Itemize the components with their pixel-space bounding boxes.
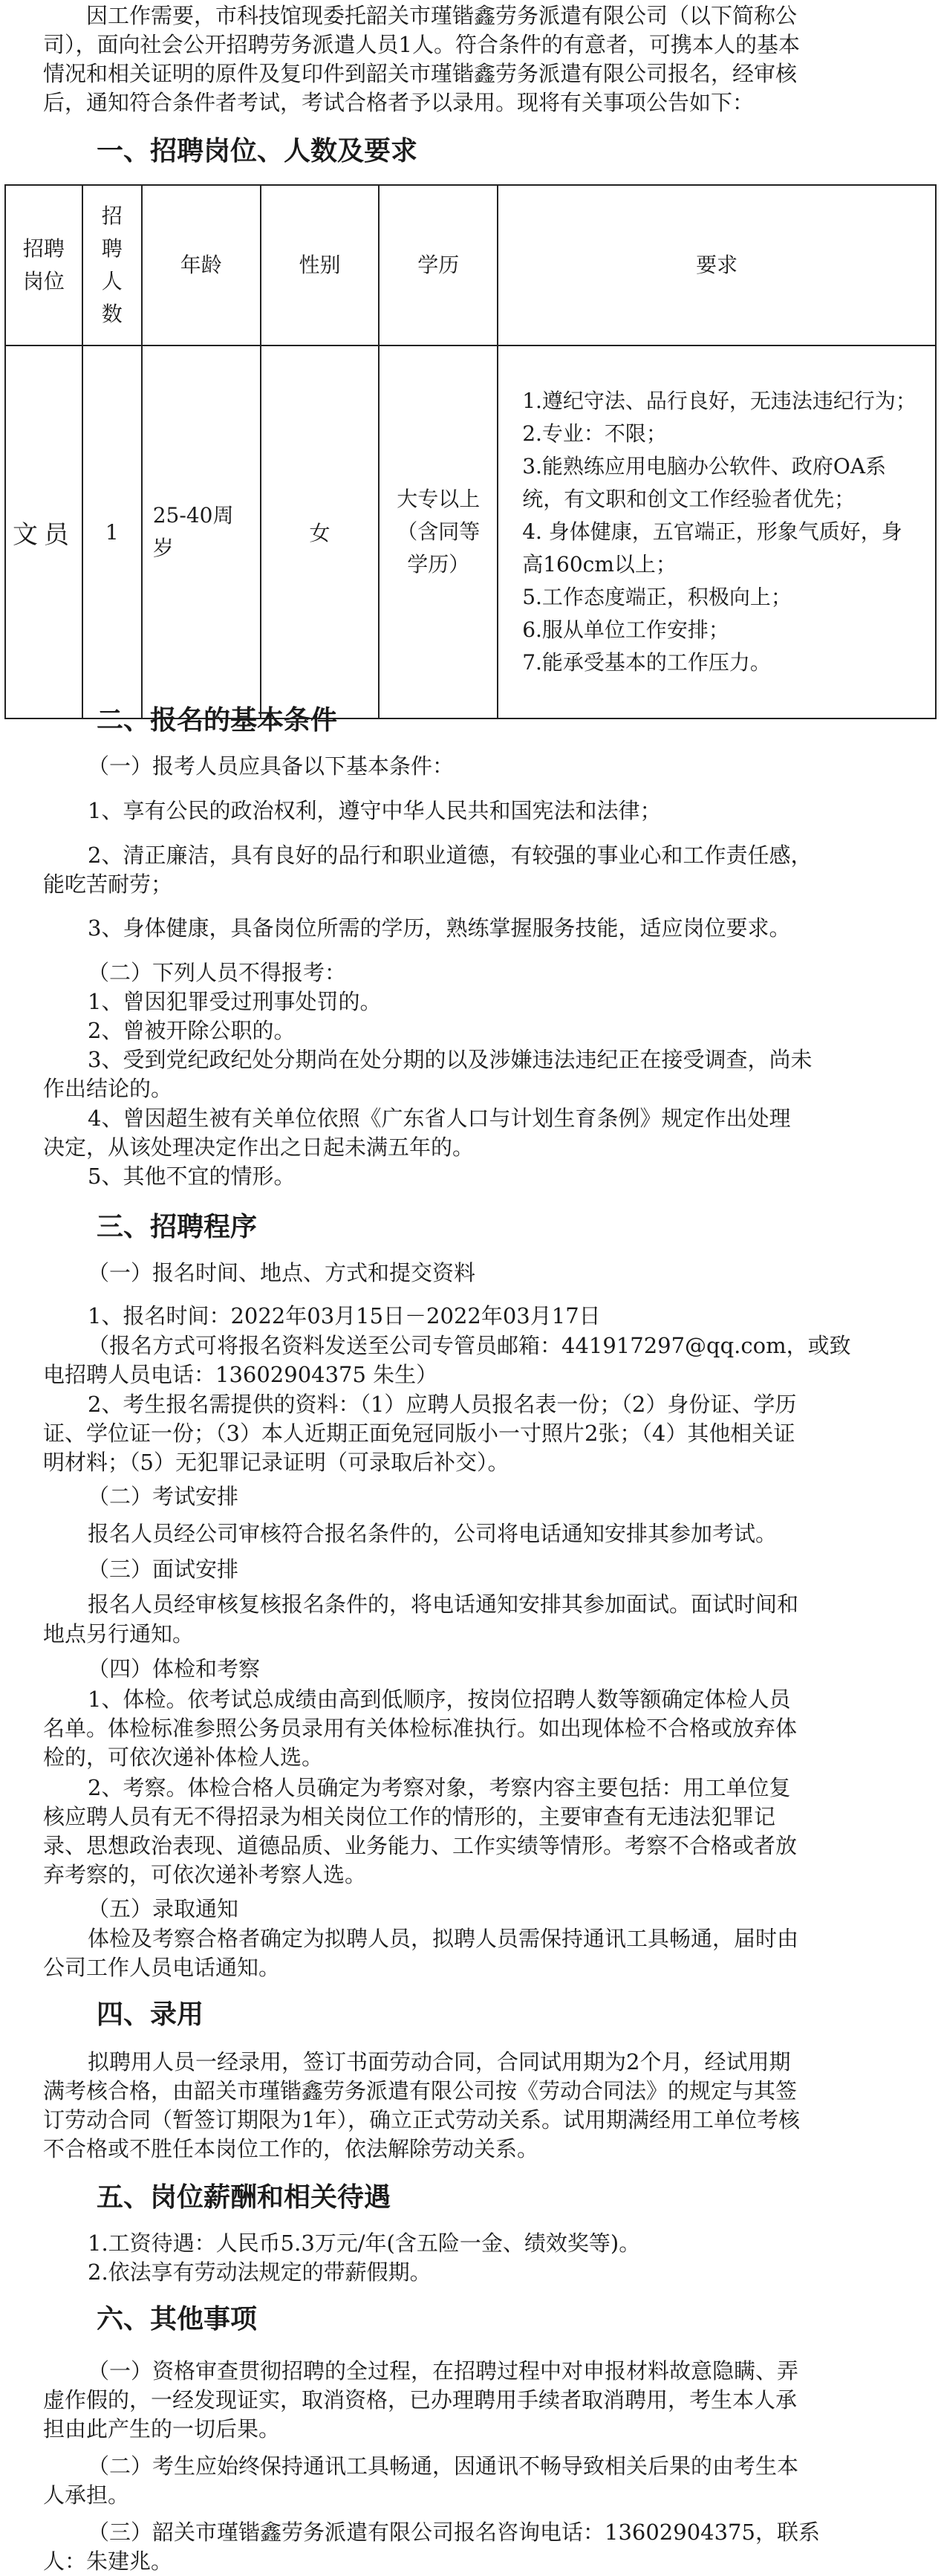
text-line: 人：朱建兆。 <box>43 2549 173 2574</box>
text-line: 报名人员经审核复核报名条件的，将电话通知安排其参加面试。面试时间和 <box>88 1592 799 1617</box>
text-line: 电招聘人员电话：13602904375 朱生） <box>43 1362 438 1387</box>
section-heading: 五、岗位薪酬和相关待遇 <box>97 2181 391 2213</box>
text-line: 核应聘人员有无不得招录为相关岗位工作的情形的，主要审查有无违法犯罪记 <box>43 1804 776 1829</box>
header-count: 招聘人数 <box>82 185 142 345</box>
subheading: （二）下列人员不得报考： <box>88 960 347 985</box>
text-line: 1、报名时间：2022年03月15日－2022年03月17日 <box>88 1303 601 1328</box>
requirement-item: 6.服从单位工作安排； <box>522 617 729 642</box>
section-heading: 二、报名的基本条件 <box>97 704 338 736</box>
subheading: （四）体检和考察 <box>88 1656 261 1681</box>
text-line: 虚作假的，一经发现证实，取消资格，已办理聘用手续者取消聘用，考生本人承 <box>43 2387 798 2413</box>
cell-position: 文员 <box>5 345 82 718</box>
requirement-item: 5.工作态度端正，积极向上； <box>522 585 792 609</box>
text-line: 2、考生报名需提供的资料：（1）应聘人员报名表一份；（2）身份证、学历 <box>88 1392 797 1417</box>
text-line: 报名人员经公司审核符合报名条件的，公司将电话通知安排其参加考试。 <box>88 1521 778 1546</box>
cell-education: 大专以上（含同等学历） <box>379 345 498 718</box>
text-line: 2、清正廉洁，具有良好的品行和职业道德，有较强的事业心和工作责任感， <box>88 843 813 868</box>
section-heading: 六、其他事项 <box>97 2303 258 2335</box>
text-line: 能吃苦耐劳； <box>43 872 173 897</box>
header-position: 招聘岗位 <box>5 185 82 345</box>
cell-count: 1 <box>82 345 142 718</box>
text-line: （二）考生应始终保持通讯工具畅通，因通讯不畅导致相关后果的由考生本 <box>88 2453 799 2479</box>
requirement-item: 1.遵纪守法、品行良好，无违法违纪行为； <box>522 389 916 413</box>
text-line: 决定，从该处理决定作出之日起未满五年的。 <box>43 1135 475 1160</box>
text-line: 录、思想政治表现、道德品质、业务能力、工作实绩等情形。考察不合格或者放 <box>43 1833 798 1858</box>
subheading: （一）报考人员应具备以下基本条件： <box>88 753 455 779</box>
cell-age: 25-40周岁 <box>142 345 261 718</box>
text-line: 1、享有公民的政治权利，遵守中华人民共和国宪法和法律； <box>88 798 662 823</box>
text-line: 4、曾因超生被有关单位依照《广东省人口与计划生育条例》规定作出处理 <box>88 1106 791 1131</box>
text-line: 不合格或不胜任本岗位工作的，依法解除劳动关系。 <box>43 2136 539 2161</box>
section-heading: 三、招聘程序 <box>97 1211 258 1242</box>
intro-line: 后，通知符合条件者考试，考试合格者予以录用。现将有关事项公告如下： <box>43 90 755 115</box>
cell-requirements <box>498 345 936 718</box>
intro-line: 情况和相关证明的原件及复印件到韶关市瑾锴鑫劳务派遣有限公司报名，经审核 <box>43 61 798 86</box>
text-line: 担由此产生的一切后果。 <box>43 2416 281 2442</box>
text-line: 3、受到党纪政纪处分期尚在处分期的以及涉嫌违法违纪正在接受调查，尚未 <box>88 1047 813 1072</box>
job-table <box>4 184 937 719</box>
text-line: 证、学位证一份；（3）本人近期正面免冠同版小一寸照片2张；（4）其他相关证 <box>43 1421 795 1446</box>
text-line: 1、体检。依考试总成绩由高到低顺序，按岗位招聘人数等额确定体检人员 <box>88 1687 791 1712</box>
section-heading: 一、招聘岗位、人数及要求 <box>97 135 418 166</box>
text-line: 拟聘用人员一经录用，签订书面劳动合同，合同试用期为2个月，经试用期 <box>88 2049 791 2074</box>
requirement-item: 4. 身体健康，五官端正，形象气质好，身高160cm以上； <box>522 519 902 577</box>
text-line: 2、考察。体检合格人员确定为考察对象，考察内容主要包括：用工单位复 <box>88 1775 791 1800</box>
text-line: 3、身体健康，具备岗位所需的学历，熟练掌握服务技能，适应岗位要求。 <box>88 915 791 941</box>
text-line: 明材料；（5）无犯罪记录证明（可录取后补交）。 <box>43 1450 509 1475</box>
header-gender: 性别 <box>261 185 380 345</box>
header-age: 年龄 <box>142 185 261 345</box>
text-line: （一）资格审查贯彻招聘的全过程，在招聘过程中对申报材料故意隐瞒、弄 <box>88 2358 799 2384</box>
text-line: 体检及考察合格者确定为拟聘人员，拟聘人员需保持通讯工具畅通，届时由 <box>88 1926 799 1951</box>
text-line: 公司工作人员电话通知。 <box>43 1955 281 1980</box>
text-line: 订劳动合同（暂签订期限为1年），确立正式劳动关系。试用期满经用工单位考核 <box>43 2107 800 2132</box>
section-heading: 四、录用 <box>97 1999 204 2030</box>
intro-line: 司），面向社会公开招聘劳务派遣人员1人。符合条件的有意者，可携本人的基本 <box>43 32 800 57</box>
text-line: 5、其他不宜的情形。 <box>88 1164 296 1189</box>
text-line: 检的，可依次递补体检人选。 <box>43 1745 324 1770</box>
intro-line: 因工作需要，市科技馆现委托韶关市瑾锴鑫劳务派遣有限公司（以下简称公 <box>86 3 798 28</box>
text-line: 人承担。 <box>43 2482 130 2508</box>
subheading: （一）报名时间、地点、方式和提交资料 <box>88 1260 476 1285</box>
header-education: 学历 <box>379 185 498 345</box>
text-line: 1.工资待遇：人民币5.3万元/年(含五险一金、绩效奖等)。 <box>88 2231 641 2256</box>
text-line: 作出结论的。 <box>43 1076 173 1101</box>
header-requirements: 要求 <box>498 185 936 345</box>
requirement-item: 7.能承受基本的工作压力。 <box>522 650 771 675</box>
requirement-item: 2.专业：不限； <box>522 421 667 446</box>
subheading: （五）录取通知 <box>88 1896 239 1921</box>
subheading: （三）面试安排 <box>88 1557 239 1582</box>
text-line: 1、曾因犯罪受过刑事处罚的。 <box>88 989 382 1014</box>
text-line: 地点另行通知。 <box>43 1621 195 1647</box>
subheading: （二）考试安排 <box>88 1484 239 1509</box>
requirement-item: 3.能熟练应用电脑办公软件、政府OA系统，有文职和创文工作经验者优先； <box>522 454 887 511</box>
text-line: 名单。体检标准参照公务员录用有关体检标准执行。如出现体检不合格或放弃体 <box>43 1716 798 1741</box>
cell-gender: 女 <box>261 345 380 718</box>
text-line: 2.依法享有劳动法规定的带薪假期。 <box>88 2259 432 2285</box>
text-line: 弃考察的，可依次递补考察人选。 <box>43 1862 367 1887</box>
text-line: （三）韶关市瑾锴鑫劳务派遣有限公司报名咨询电话：13602904375，联系 <box>88 2520 820 2545</box>
text-line: 2、曾被开除公职的。 <box>88 1018 296 1043</box>
text-line: 满考核合格，由韶关市瑾锴鑫劳务派遣有限公司按《劳动合同法》的规定与其签 <box>43 2078 798 2103</box>
text-line: （报名方式可将报名资料发送至公司专管员邮箱：441917297@qq.com，或致 <box>88 1333 851 1358</box>
